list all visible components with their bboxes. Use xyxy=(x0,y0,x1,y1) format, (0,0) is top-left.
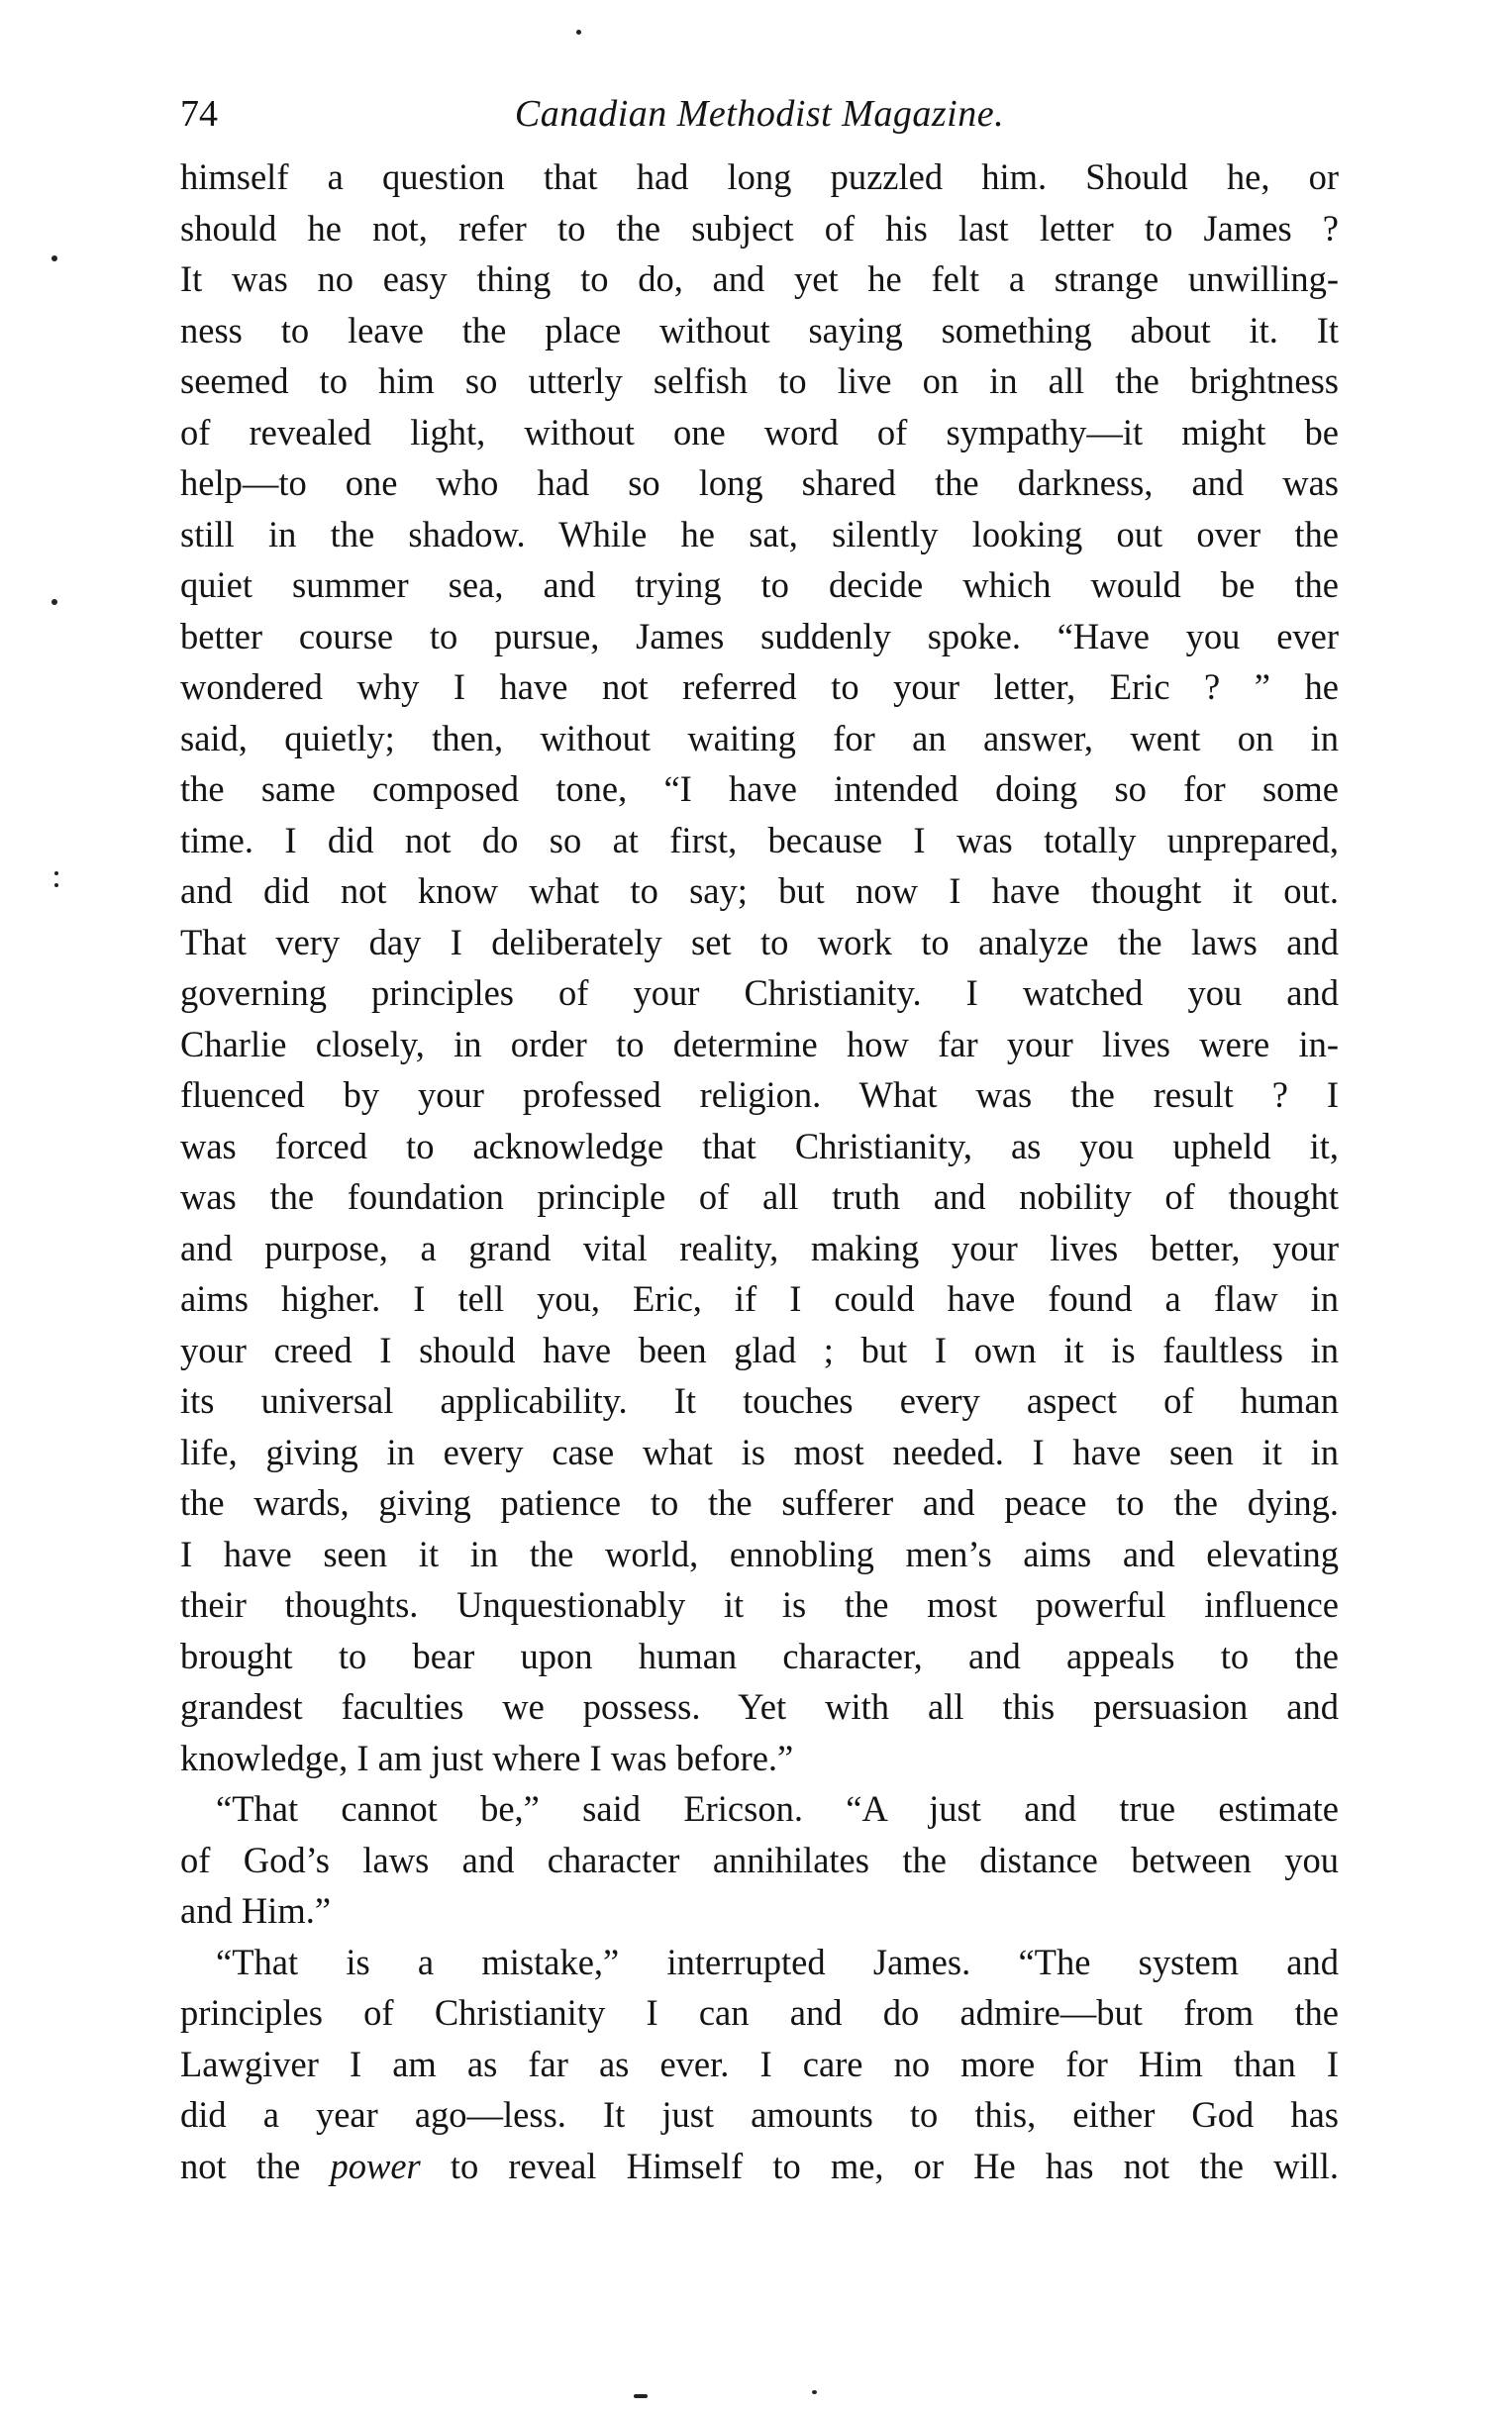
paragraph xyxy=(180,1783,1339,1937)
text-line: was the foundation principle of all truth and nobility of thought xyxy=(180,1176,1339,1217)
text-line: said, quietly; then, without waiting for an answer, went on in xyxy=(180,717,1339,758)
text-line: himself a question that had long puzzled him. Should he, or xyxy=(180,156,1339,197)
text-line: quiet summer sea, and trying to decide which would be the xyxy=(180,564,1339,605)
magazine-page xyxy=(180,84,1339,2191)
text-line: “That is a mistake,” interrupted James. “The system and xyxy=(216,1941,1339,1982)
text-line: of God’s laws and character annihilates the distance between you xyxy=(180,1839,1339,1880)
scan-speck xyxy=(812,2390,817,2394)
text-line: Charlie closely, in order to determine how far your lives were in- xyxy=(180,1023,1339,1064)
text-line: time. I did not do so at first, because I was totally unprepared, xyxy=(180,819,1339,860)
scan-speck xyxy=(51,599,57,605)
text-line: and purpose, a grand vital reality, making your lives better, your xyxy=(180,1227,1339,1268)
text-line: the same composed tone, “I have intended doing so for some xyxy=(180,768,1339,809)
text-line: life, giving in every case what is most needed. I have seen it in xyxy=(180,1431,1339,1472)
line-segment: not the xyxy=(180,2145,331,2186)
text-line: knowledge, I am just where I was before.” xyxy=(180,1737,794,1778)
text-line: did a year ago—less. It just amounts to this, either God has xyxy=(180,2094,1339,2135)
text-line: aims higher. I tell you, Eric, if I could have found a flaw in xyxy=(180,1278,1339,1319)
scan-speck xyxy=(54,883,58,887)
emphasized-word: power xyxy=(330,2145,421,2186)
text-line: seemed to him so utterly selfish to live on in all the brightness xyxy=(180,360,1339,401)
text-line: the wards, giving patience to the sufferer and peace to the dying. xyxy=(180,1482,1339,1523)
text-line: “That cannot be,” said Ericson. “A just and true estimate xyxy=(216,1788,1339,1829)
text-line: should he not, refer to the subject of his last letter to James ? xyxy=(180,207,1339,249)
text-line: That very day I deliberately set to work to analyze the laws and xyxy=(180,921,1339,962)
page-number: 74 xyxy=(180,93,218,135)
scan-speck xyxy=(51,255,57,261)
paragraph xyxy=(180,151,1339,1783)
text-line: It was no easy thing to do, and yet he felt a strange unwilling- xyxy=(180,258,1339,299)
page-header xyxy=(180,84,1339,144)
line-segment: to reveal Himself to me, or He has not the will. xyxy=(420,2145,1339,2186)
text-line: and Him.” xyxy=(180,1890,332,1931)
text-line: and did not know what to say; but now I have thought it out. xyxy=(180,870,1339,911)
text-line: help—to one who had so long shared the darkness, and was xyxy=(180,462,1339,503)
text-line: better course to pursue, James suddenly spoke. “Have you ever xyxy=(180,615,1339,656)
scan-speck xyxy=(634,2394,648,2398)
text-line: governing principles of your Christianity. I watched you and xyxy=(180,972,1339,1013)
text-line: I have seen it in the world, ennobling men’s aims and elevating xyxy=(180,1533,1339,1574)
text-line: fluenced by your professed religion. What was the result ? I xyxy=(180,1074,1339,1115)
article-body xyxy=(180,151,1339,2191)
text-line: grandest faculties we possess. Yet with all this persuasion and xyxy=(180,1686,1339,1727)
text-line: still in the shadow. While he sat, silently looking out over the xyxy=(180,513,1339,554)
text-line: principles of Christianity I can and do admire—but from the xyxy=(180,1992,1339,2033)
text-line xyxy=(180,2141,1339,2192)
text-line: ness to leave the place without saying something about it. It xyxy=(180,309,1339,351)
paragraph xyxy=(180,1937,1339,2192)
text-line: its universal applicability. It touches every aspect of human xyxy=(180,1380,1339,1421)
text-line: your creed I should have been glad ; but I own it is faultless in xyxy=(180,1329,1339,1370)
text-line: brought to bear upon human character, and appeals to the xyxy=(180,1635,1339,1676)
text-line: wondered why I have not referred to your letter, Eric ? ” he xyxy=(180,666,1339,707)
text-line: their thoughts. Unquestionably it is the most powerful influence xyxy=(180,1584,1339,1625)
scan-speck xyxy=(54,871,58,875)
scan-speck xyxy=(576,30,581,35)
text-line: was forced to acknowledge that Christianity, as you upheld it, xyxy=(180,1125,1339,1166)
text-line: of revealed light, without one word of sympathy—it might be xyxy=(180,411,1339,452)
running-title: Canadian Methodist Magazine. xyxy=(514,93,1005,135)
text-line: Lawgiver I am as far as ever. I care no more for Him than I xyxy=(180,2043,1339,2084)
